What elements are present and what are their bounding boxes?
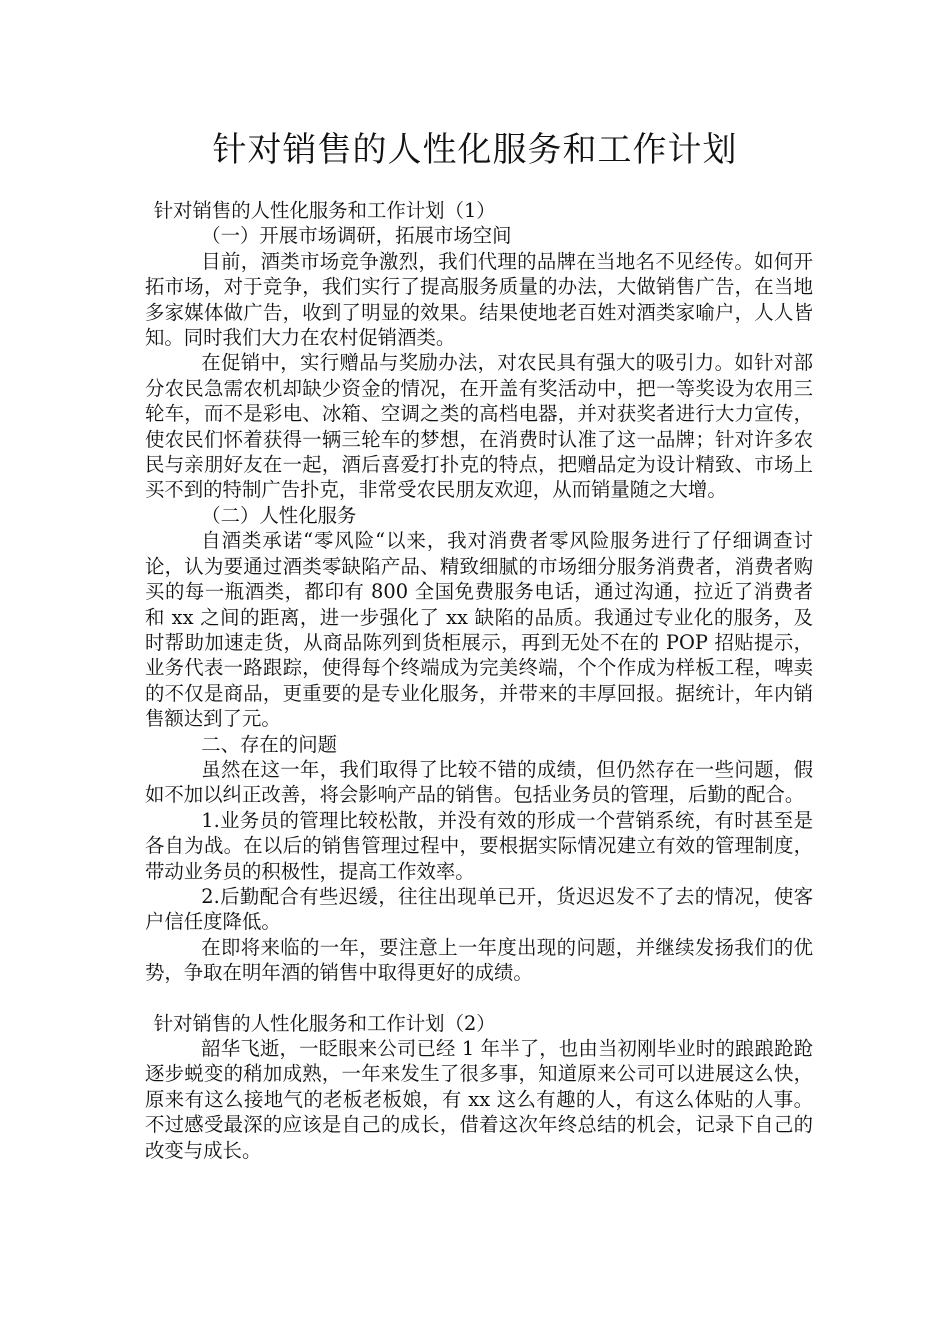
- section-2-heading: 针对销售的人性化服务和工作计划（2）: [153, 1011, 496, 1035]
- section-2-paragraph-1: 韶华飞逝，一眨眼来公司已经 1 年半了，也由当初刚毕业时的踉踉跄跄逐步蜕变的稍加成熟，一年来发生了很多事，知道原来公司可以进展这么快，原来有这么接地气的老板老板娘，有 xx 这么有趣的人，有这么体贴的人事。不过感受最深的应该是自己的成长，借着这次年终总结的机会，记录下自己的改变与成长。: [145, 1037, 813, 1162]
- document-body: [145, 198, 813, 1163]
- document-title: 针对销售的人性化服务和工作计划: [212, 130, 738, 170]
- section-1-paragraph-1: 目前，酒类市场竞争激烈，我们代理的品牌在当地名不见经传。如何开拓市场，对于竞争，我们实行了提高服务质量的办法，大做销售广告，在当地多家媒体做广告，收到了明显的效果。结果使地老百姓对酒类家喻户，人人皆知。同时我们大力在农村促销酒类。: [145, 249, 813, 350]
- section-1-paragraph-7: 在即将来临的一年，要注意上一年度出现的问题，并继续发扬我们的优势，争取在明年酒的销售中取得更好的成绩。: [145, 935, 813, 985]
- section-1-subheading-3: 二、存在的问题: [201, 732, 337, 756]
- section-1-subheading-1: （一）开展市场调研，拓展市场空间: [201, 224, 512, 248]
- section-1-paragraph-2: 在促销中，实行赠品与奖励办法，对农民具有强大的吸引力。如针对部分农民急需农机却缺少资金的情况，在开盖有奖活动中，把一等奖设为农用三轮车，而不是彩电、冰箱、空调之类的高档电器，并对获奖者进行大力宣传，使农民们怀着获得一辆三轮车的梦想，在消费时认准了这一品牌；针对许多农民与亲朋好友在一起，酒后喜爱打扑克的特点，把赠品定为设计精致、市场上买不到的特制广告扑克，非常受农民朋友欢迎，从而销量随之大增。: [145, 351, 813, 502]
- section-1-paragraph-4: 虽然在这一年，我们取得了比较不错的成绩，但仍然存在一些问题，假如不加以纠正改善，将会影响产品的销售。包括业务员的管理，后勤的配合。: [145, 757, 813, 807]
- section-1-paragraph-6: 2.后勤配合有些迟缓，往往出现单已开，货迟迟发不了去的情况，使客户信任度降低。: [145, 884, 813, 934]
- section-1-subheading-2: （二）人性化服务: [201, 503, 357, 527]
- section-1-heading: 针对销售的人性化服务和工作计划（1）: [153, 199, 496, 222]
- section-1-paragraph-5: 1.业务员的管理比较松散，并没有效的形成一个营销系统，有时甚至是各自为战。在以后的销售管理过程中，要根据实际情况建立有效的管理制度，带动业务员的积极性，提高工作效率。: [145, 808, 813, 883]
- section-1-paragraph-3: 自酒类承诺“零风险“以来，我对消费者零风险服务进行了仔细调查讨论，认为要通过酒类零缺陷产品、精致细腻的市场细分服务消费者，消费者购买的每一瓶酒类，都印有 800 全国免费服务电话，通过沟通，拉近了消费者和 xx 之间的距离，进一步强化了 xx 缺陷的品质。我通过专业化的服务，及时帮助加速走货，从商品陈列到货柜展示，再到无处不在的 POP 招贴提示，业务代表一路跟踪，使得每个终端成为完美终端，个个作成为样板工程，啤卖的不仅是商品，更重要的是专业化服务，并带来的丰厚回报。据统计，年内销售额达到了元。: [145, 529, 813, 731]
